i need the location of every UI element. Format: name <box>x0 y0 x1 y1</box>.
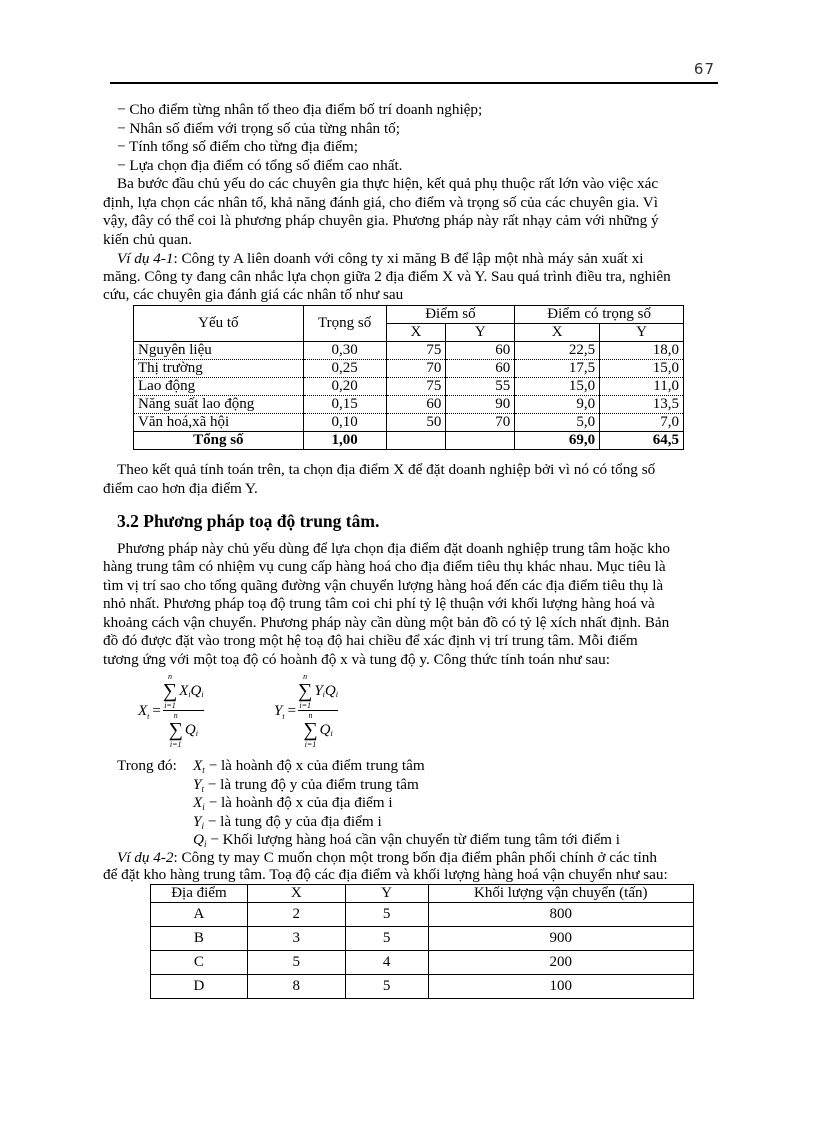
header-weight: Trọng số <box>303 306 386 342</box>
def-symbol: Y <box>193 813 202 830</box>
formula-upper-limit: n <box>308 711 313 721</box>
def-subscript: t <box>201 784 204 794</box>
def-symbol: X <box>193 757 203 774</box>
table-row <box>151 903 694 927</box>
formula-upper-limit: n <box>303 672 308 681</box>
table-row <box>151 975 694 999</box>
table-row <box>151 951 694 975</box>
definition-item <box>193 813 382 832</box>
formula-lower-limit: i=1 <box>299 701 311 710</box>
header-cell: X <box>247 885 345 903</box>
fraction: n ∑ i=1 Y i Q i n ∑ i=1 Q i <box>298 672 338 750</box>
cell: 800 <box>428 903 694 927</box>
header-score-y: Y <box>446 324 515 342</box>
cell: 5 <box>247 951 345 975</box>
paragraph-line: vậy, đây có thể coi là phương pháp chuyên gia. Phương pháp này rất nhạy cảm với những ý <box>103 212 659 229</box>
total-row <box>134 432 684 450</box>
cell: 60 <box>446 342 515 360</box>
cell: 100 <box>428 975 694 999</box>
cell: 70 <box>446 414 515 432</box>
table-row <box>134 360 684 378</box>
cell: 5 <box>345 927 428 951</box>
fraction: n ∑ i=1 X i Q i n ∑ i=1 Q i <box>162 672 204 750</box>
cell: 0,10 <box>303 414 386 432</box>
cell: 55 <box>446 378 515 396</box>
cell: 5 <box>345 975 428 999</box>
cell: Lao động <box>134 378 304 396</box>
cell: Năng suất lao động <box>134 396 304 414</box>
paragraph-line: khoảng cách vận chuyển. Phương pháp này cần dùng một bản đồ có tỷ lệ xích nhất định. Bản <box>103 614 670 631</box>
formula-symbol: X <box>179 682 189 699</box>
cell: 2 <box>247 903 345 927</box>
header-weighted-x: X <box>515 324 600 342</box>
def-symbol: X <box>193 794 203 811</box>
cell: 1,00 <box>303 432 386 450</box>
def-text: − Khối lượng hàng hoá cần vận chuyển từ điểm tung tâm tới điểm i <box>206 831 621 848</box>
cell: 0,20 <box>303 378 386 396</box>
def-subscript: i <box>203 839 207 849</box>
cell: Nguyên liệu <box>134 342 304 360</box>
example-2-line: để đặt kho hàng trung tâm. Toạ độ các địa điểm và khối lượng hàng hoá vận chuyển như sau: <box>103 866 668 883</box>
cell: 90 <box>446 396 515 414</box>
cell: 4 <box>345 951 428 975</box>
table-row <box>134 342 684 360</box>
formula-symbol: Y <box>274 702 283 719</box>
header-weighted-y: Y <box>600 324 684 342</box>
paragraph-line: tương ứng với một toạ độ có hoành độ x và tung độ y. Công thức tính toán như sau: <box>103 651 610 668</box>
formula-symbol: Q <box>184 721 196 738</box>
bullet-item: − Tính tổng số điểm cho từng địa điểm; <box>117 138 358 155</box>
section-heading: 3.2 Phương pháp toạ độ trung tâm. <box>117 511 380 531</box>
formula-symbol: Q <box>324 682 336 699</box>
cell: 5,0 <box>515 414 600 432</box>
bullet-item: − Lựa chọn địa điểm có tổng số điểm cao nhất. <box>117 157 403 174</box>
example-text: : Công ty may C muốn chọn một trong bốn địa điểm phân phối chính ở các tỉnh <box>173 849 657 866</box>
paragraph-line: định, lựa chọn các nhân tố, khả năng đánh giá, cho điểm và trọng số của các chuyên gia. Vì <box>103 194 658 211</box>
cell: 17,5 <box>515 360 600 378</box>
formula-lower-limit: i=1 <box>169 740 182 750</box>
def-text: − là tung độ y của địa điểm i <box>203 813 382 830</box>
cell: Văn hoá,xã hội <box>134 414 304 432</box>
cell: 15,0 <box>515 378 600 396</box>
cell: A <box>151 903 248 927</box>
header-score: Điểm số <box>386 306 515 324</box>
cell: 900 <box>428 927 694 951</box>
header-factor: Yếu tố <box>134 306 304 342</box>
page-number: 67 <box>693 60 715 78</box>
formula-equals: = <box>152 702 161 719</box>
cell: 60 <box>446 360 515 378</box>
paragraph-line: tìm vị trí sao cho tổng quãng đường vận chuyển lượng hàng hoá đến các địa điểm tiêu thụ là <box>103 577 664 594</box>
cell <box>446 432 515 450</box>
formula-upper-limit: n <box>168 672 172 681</box>
cell: 75 <box>386 342 446 360</box>
table-row <box>134 396 684 414</box>
example-1-line: măng. Công ty đang cân nhắc lựa chọn giữa 2 địa điểm X và Y. Sau quá trình điều tra, nghiên <box>103 268 671 285</box>
cell: 18,0 <box>600 342 684 360</box>
definition-item <box>193 757 425 776</box>
cell: 0,30 <box>303 342 386 360</box>
formula-symbol: X <box>138 702 148 719</box>
cell: 0,25 <box>303 360 386 378</box>
table-row <box>151 927 694 951</box>
formula-symbol: Q <box>190 682 202 699</box>
paragraph-line: Theo kết quả tính toán trên, ta chọn địa điểm X để đặt doanh nghiệp bởi vì nó có tổng số <box>117 461 656 478</box>
cell: 50 <box>386 414 446 432</box>
def-text: − là hoành độ x của địa điểm i <box>204 794 393 811</box>
header-cell: Y <box>345 885 428 903</box>
cell: 15,0 <box>600 360 684 378</box>
cell: Thị trường <box>134 360 304 378</box>
paragraph-line: kiến chủ quan. <box>103 231 192 248</box>
paragraph-line: Phương pháp này chủ yếu dùng để lựa chọn địa điểm đặt doanh nghiệp trung tâm hoặc kho <box>117 540 670 557</box>
cell: 22,5 <box>515 342 600 360</box>
example-1-line: cứu, các chuyên gia đánh giá các nhân tố như sau <box>103 286 404 303</box>
header-cell: Khối lượng vận chuyển (tấn) <box>428 885 694 903</box>
table-row <box>134 378 684 396</box>
def-subscript: i <box>202 802 205 812</box>
cell: 64,5 <box>600 432 684 450</box>
def-subscript: t <box>202 765 205 775</box>
formula-equals: = <box>287 702 297 719</box>
cell: Tổng số <box>134 432 304 450</box>
def-text: − là hoành độ x của điểm trung tâm <box>204 757 425 774</box>
sum-symbol: ∑ <box>303 719 318 742</box>
cell: 0,15 <box>303 396 386 414</box>
header-weighted-score: Điểm có trọng số <box>515 306 684 324</box>
cell: 69,0 <box>515 432 600 450</box>
factor-score-table <box>133 305 684 450</box>
paragraph-line: điểm cao hơn địa điểm Y. <box>103 480 258 497</box>
paragraph-line: hàng trung tâm có nhiệm vụ cung cấp hàng hoá cho địa điểm tiêu thụ khác nhau. Mục tiêu là <box>103 558 666 575</box>
table-header-row <box>151 885 694 903</box>
paragraph-line: đồ đó được đặt vào trong một hệ toạ độ hai chiều để xác định vị trí trung tâm. Mỗi điểm <box>103 632 638 649</box>
cell: 13,5 <box>600 396 684 414</box>
where-label: Trong đó: <box>117 757 177 774</box>
cell <box>386 432 446 450</box>
paragraph-line: Ba bước đầu chủ yếu do các chuyên gia thực hiện, kết quả phụ thuộc rất lớn vào việc xác <box>117 175 659 192</box>
cell: 70 <box>386 360 446 378</box>
def-subscript: i <box>201 821 204 831</box>
cell: 200 <box>428 951 694 975</box>
sum-symbol: ∑ <box>168 719 183 742</box>
def-text: − là trung độ y của điểm trung tâm <box>203 776 419 793</box>
formula-lower-limit: i=1 <box>304 740 317 750</box>
table-row <box>134 414 684 432</box>
cell: 7,0 <box>600 414 684 432</box>
cell: 60 <box>386 396 446 414</box>
example-label: Ví dụ 4-2 <box>117 849 174 866</box>
sum-symbol: ∑ <box>298 680 313 702</box>
sum-symbol: ∑ <box>162 680 178 702</box>
formula-lower-limit: i=1 <box>164 701 176 710</box>
bullet-item: − Nhân số điểm với trọng số của từng nhân tố; <box>117 120 400 137</box>
header-rule <box>110 82 718 84</box>
def-symbol: Y <box>193 776 202 793</box>
cell: 3 <box>247 927 345 951</box>
cell: 9,0 <box>515 396 600 414</box>
cell: D <box>151 975 248 999</box>
definition-item <box>193 831 620 850</box>
cell: B <box>151 927 248 951</box>
definition-item <box>193 776 419 795</box>
location-table <box>150 884 694 999</box>
def-symbol: Q <box>193 831 204 848</box>
example-text: : Công ty A liên doanh với công ty xi măng B để lập một nhà máy sản xuất xi <box>173 250 644 267</box>
formula-upper-limit: n <box>173 711 178 721</box>
cell: 11,0 <box>600 378 684 396</box>
formula-symbol: Q <box>319 721 331 738</box>
cell: 8 <box>247 975 345 999</box>
formula-xt: X t = n ∑ i=1 X i Q i n ∑ i=1 Q i <box>138 672 204 750</box>
example-2-line <box>117 849 657 868</box>
example-label: Ví dụ 4-1 <box>117 250 174 267</box>
formula-symbol: Y <box>314 682 323 699</box>
definition-item <box>193 794 393 813</box>
cell: C <box>151 951 248 975</box>
bullet-item: − Cho điểm từng nhân tố theo địa điểm bố trí doanh nghiệp; <box>117 101 483 118</box>
formula-yt: Y t = n ∑ i=1 Y i Q i n ∑ i=1 Q i <box>274 672 338 750</box>
cell: 5 <box>345 903 428 927</box>
example-1-line <box>117 250 643 269</box>
cell: 75 <box>386 378 446 396</box>
header-cell: Địa điểm <box>151 885 248 903</box>
header-score-x: X <box>386 324 446 342</box>
paragraph-line: nhỏ nhất. Phương pháp toạ độ trung tâm coi chi phí tỷ lệ thuận với khối lượng hàng hoá và <box>103 595 655 612</box>
